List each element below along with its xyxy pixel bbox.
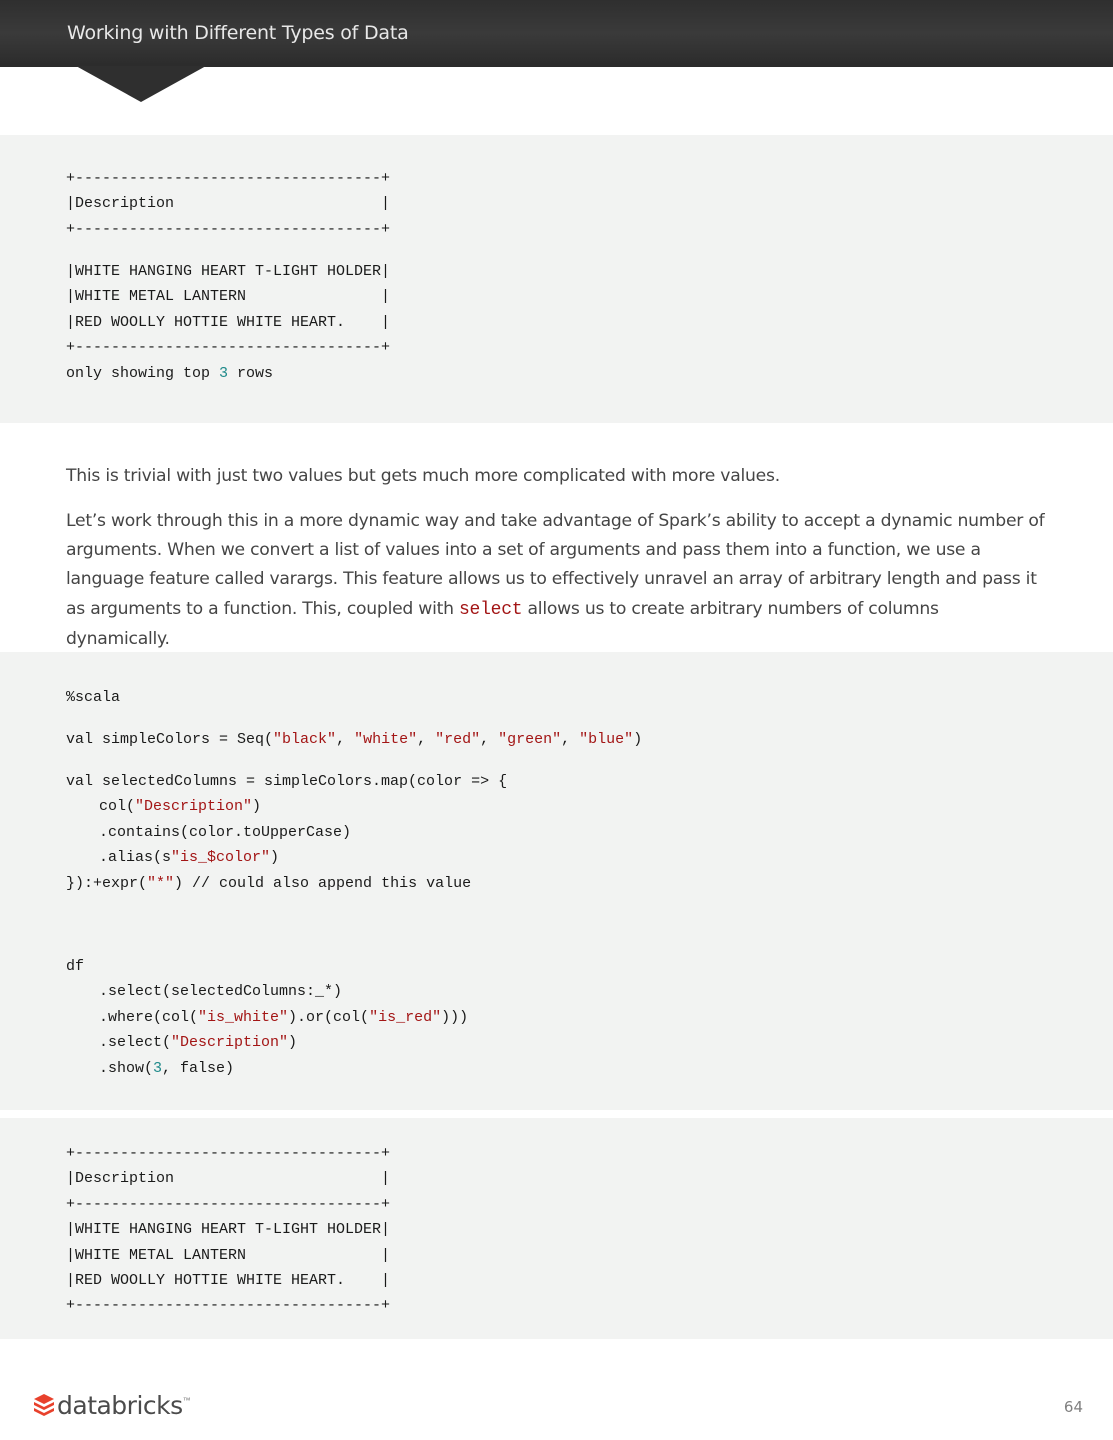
logo-text: databricks	[57, 1390, 183, 1420]
table-border: +----------------------------------+	[66, 1297, 391, 1315]
page-header	[0, 0, 1113, 67]
trademark: ™	[182, 1395, 191, 1405]
table-border: +----------------------------------+	[66, 1145, 391, 1162]
output-block-1	[0, 135, 1113, 423]
table-row: |WHITE HANGING HEART T-LIGHT HOLDER|	[66, 263, 391, 280]
header-notch	[76, 66, 206, 102]
table-border: +----------------------------------+	[66, 220, 391, 238]
output-block-2	[0, 1118, 1113, 1339]
code-lang: %scala	[66, 689, 121, 706]
table-row: |WHITE METAL LANTERN |	[66, 1246, 391, 1264]
header-title: Working with Different Types of Data	[67, 22, 409, 44]
table-border: +----------------------------------+	[66, 1195, 391, 1213]
row-count-note: only showing top 3 rows	[66, 364, 274, 382]
code-selected-columns: val selectedColumns = simpleColors.map(color => { col("Description") .contains(color.toUpperCase) .alias(s"is_$color") }):+expr("*") // could also append this value	[66, 773, 508, 892]
databricks-mark-icon	[33, 1393, 55, 1417]
paragraph-1: This is trivial with just two values but gets much more complicated with more values.	[66, 466, 780, 486]
output-table-1-body	[66, 259, 390, 386]
paragraph-2: Let’s work through this in a more dynamic way and take advantage of Spark’s ability to accept a dynamic number of arguments. When we convert a list of values into a set of arguments and pass them into a function, we use a language feature called varargs. This feature allows us to effectively unravel an array of arbitrary length and pass it as arguments to a function. This, coupled with select allows us to create arbitrary numbers of columns dynamically.	[66, 511, 1045, 649]
table-row: |WHITE METAL LANTERN |	[66, 288, 391, 306]
inline-code-select: select	[459, 599, 523, 620]
table-border: +----------------------------------+	[66, 170, 391, 187]
output-table-1	[66, 166, 390, 242]
databricks-logo	[33, 1388, 191, 1422]
table-header-row: |Description |	[66, 1170, 391, 1188]
table-row: |RED WOOLLY HOTTIE WHITE HEART. |	[66, 1272, 391, 1290]
table-row: |RED WOOLLY HOTTIE WHITE HEART. |	[66, 313, 391, 331]
page-number: 64	[1063, 1398, 1083, 1416]
table-border: +----------------------------------+	[66, 339, 391, 357]
output-table-2	[66, 1141, 390, 1319]
table-header-row: |Description |	[66, 195, 391, 213]
code-df-chain: df .select(selectedColumns:_*) .where(col("is_white").or(col("is_red"))) .select("Description") .show(3, false)	[66, 958, 469, 1077]
table-row: |WHITE HANGING HEART T-LIGHT HOLDER|	[66, 1221, 391, 1239]
code-line-simple-colors: val simpleColors = Seq("black", "white", "red", "green", "blue")	[66, 731, 643, 748]
code-block-scala	[0, 652, 1113, 1110]
